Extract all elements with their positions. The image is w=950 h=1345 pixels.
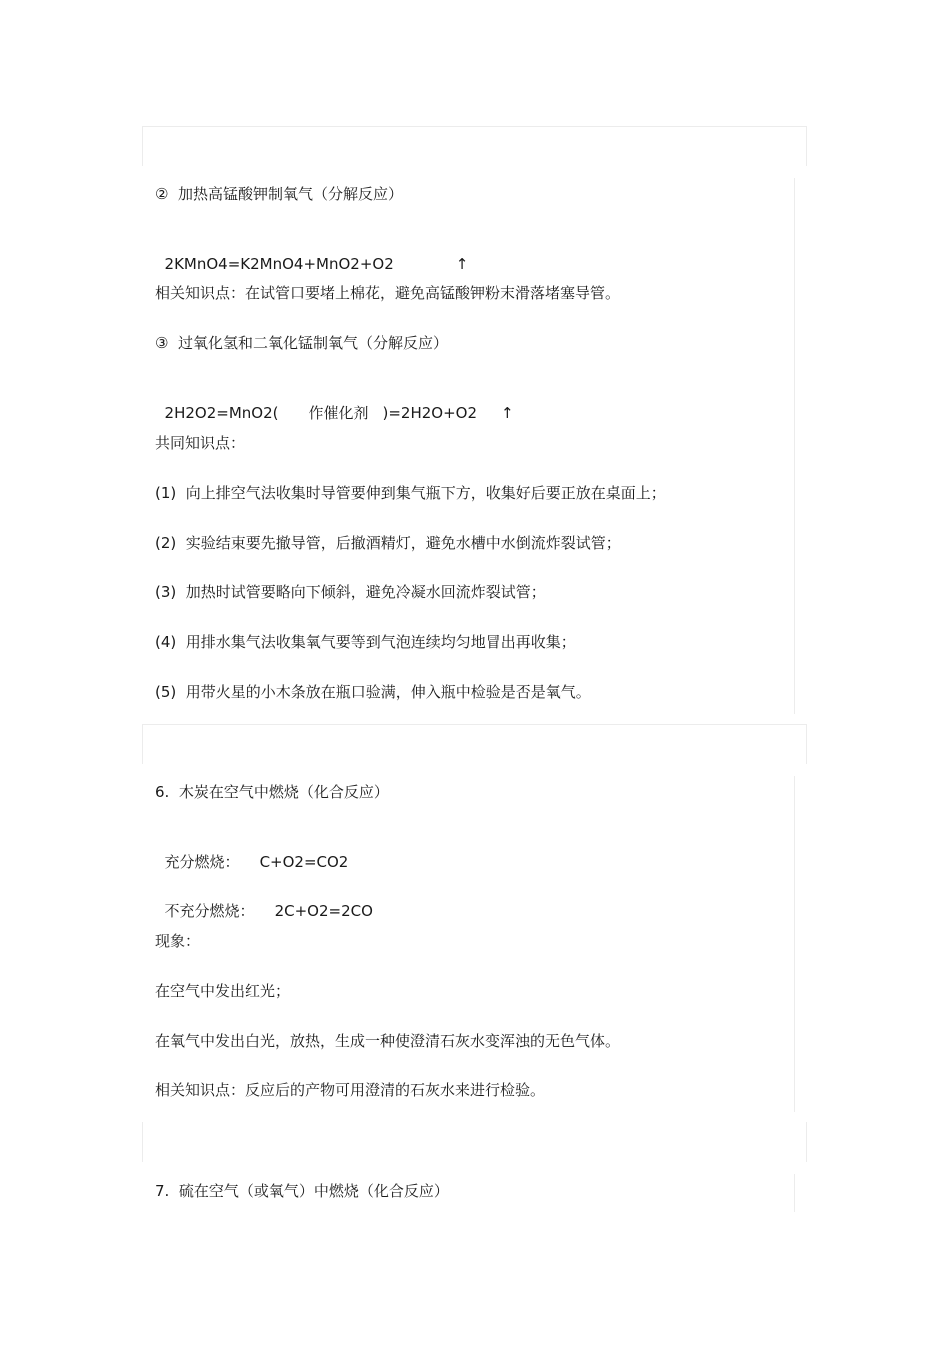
charcoal-knowledge: 相关知识点：反应后的产物可用澄清的石灰水来进行检验。 xyxy=(155,1081,546,1099)
frame-line xyxy=(806,724,807,764)
phenomenon-air: 在空气中发出红光； xyxy=(155,982,291,1000)
kmno4-equation xyxy=(155,234,468,274)
equation-text: C+O2=CO2 xyxy=(259,853,349,871)
incomplete-combustion xyxy=(155,881,373,921)
frame-line xyxy=(794,1174,795,1212)
phenomenon-oxygen: 在氧气中发出白光，放热，生成一种使澄清石灰水变浑浊的无色气体。 xyxy=(155,1032,621,1050)
gas-arrow: ↑ xyxy=(501,404,514,422)
h2o2-equation xyxy=(155,383,514,423)
list-item: (2) 实验结束要先撤导管，后撤酒精灯，避免水槽中水倒流炸裂试管； xyxy=(155,534,621,552)
equation-text: 2C+O2=2CO xyxy=(274,902,373,920)
kmno4-heading: ② 加热高锰酸钾制氧气（分解反应） xyxy=(155,185,403,203)
charcoal-heading: 6. 木炭在空气中燃烧（化合反应） xyxy=(155,783,389,801)
frame-line xyxy=(794,776,795,1112)
full-combustion xyxy=(155,832,348,872)
frame-line xyxy=(142,126,807,127)
catalyst-note: 作催化剂 xyxy=(308,404,369,422)
sulfur-heading: 7. 硫在空气（或氧气）中燃烧（化合反应） xyxy=(155,1182,449,1200)
common-knowledge-heading: 共同知识点： xyxy=(155,434,246,452)
kmno4-knowledge: 相关知识点：在试管口要堵上棉花，避免高锰酸钾粉末滑落堵塞导管。 xyxy=(155,284,621,302)
list-item: (3) 加热时试管要略向下倾斜，避免冷凝水回流炸裂试管； xyxy=(155,583,546,601)
frame-line xyxy=(142,126,143,166)
frame-line xyxy=(806,1122,807,1162)
label: 充分燃烧： xyxy=(164,853,240,871)
equation-text: 2KMnO4=K2MnO4+MnO2+O2 xyxy=(164,255,394,273)
frame-line xyxy=(142,724,807,725)
frame-line xyxy=(806,126,807,166)
h2o2-heading: ③ 过氧化氢和二氧化锰制氧气（分解反应） xyxy=(155,334,448,352)
frame-line xyxy=(142,1122,143,1162)
frame-line xyxy=(794,178,795,714)
label: 不充分燃烧： xyxy=(164,902,255,920)
list-item: (4) 用排水集气法收集氧气要等到气泡连续均匀地冒出再收集； xyxy=(155,633,576,651)
frame-line xyxy=(142,724,143,764)
equation-part: 2H2O2=MnO2( xyxy=(164,404,279,422)
list-item: (5) 用带火星的小木条放在瓶口验满，伸入瓶中检验是否是氧气。 xyxy=(155,683,591,701)
equation-part: )=2H2O+O2 xyxy=(382,404,478,422)
list-item: (1) 向上排空气法收集时导管要伸到集气瓶下方，收集好后要正放在桌面上； xyxy=(155,484,666,502)
phenomenon-heading: 现象： xyxy=(155,932,201,950)
gas-arrow: ↑ xyxy=(455,255,469,273)
